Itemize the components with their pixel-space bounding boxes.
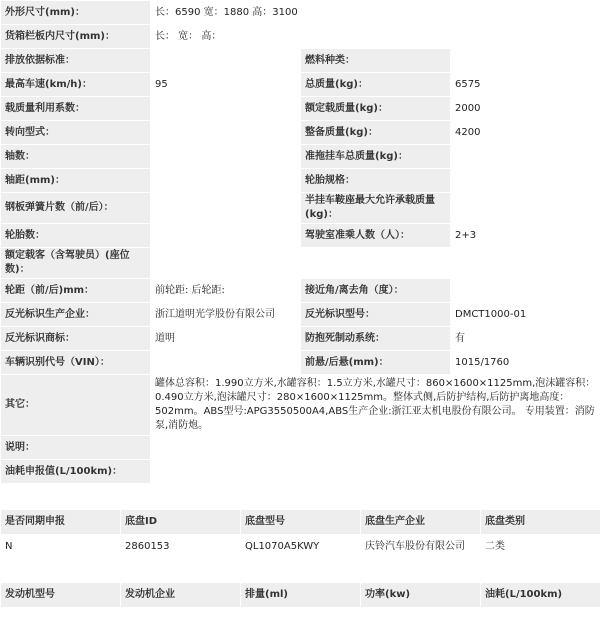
engine-fuel-value [481, 608, 600, 633]
abs-value: 有 [451, 327, 600, 351]
max-speed-label: 最高车速(km/h)： [1, 73, 151, 97]
engine-header-maker: 发动机企业 [121, 583, 241, 608]
engine-header-row [1, 583, 600, 608]
spec-row [1, 145, 600, 169]
other-label: 其它： [1, 375, 151, 436]
chassis-maker-value: 庆铃汽车股份有限公司 [361, 535, 481, 560]
section-spacer [0, 484, 600, 509]
rated-passengers-value [151, 248, 301, 279]
spec-row-dimensions [1, 1, 600, 25]
note-value [151, 436, 600, 460]
track-width-value: 前轮距: 后轮距: [151, 279, 301, 303]
load-utilization-label: 载质量利用系数： [1, 97, 151, 121]
gross-mass-value: 6575 [451, 73, 600, 97]
axle-count-value [151, 145, 301, 169]
chassis-header-category: 底盘类别 [481, 510, 600, 535]
engine-header-displacement: 排量(ml) [241, 583, 361, 608]
fuel-consumption-label: 油耗申报值(L/100km)： [1, 460, 151, 484]
tire-count-value [151, 224, 301, 248]
tire-spec-value [451, 169, 600, 193]
engine-power-value [361, 608, 481, 633]
spec-row [1, 327, 600, 351]
spec-row [1, 248, 600, 279]
curb-mass-label: 整备质量(kg)： [301, 121, 451, 145]
chassis-header-row [1, 510, 600, 535]
spec-row [1, 279, 600, 303]
vin-label: 车辆识别代号（VIN）： [1, 351, 151, 375]
spec-row-cargo-box [1, 25, 600, 49]
reflector-maker-value: 浙江道明光学股份有限公司 [151, 303, 301, 327]
chassis-model-value: QL1070A5KWY [241, 535, 361, 560]
engine-model-value [1, 608, 121, 633]
engine-maker-value [121, 608, 241, 633]
fuel-consumption-value [151, 460, 600, 484]
spec-row [1, 49, 600, 73]
chassis-header-id: 底盘ID [121, 510, 241, 535]
empty-cell [451, 248, 600, 279]
emission-standard-value [151, 49, 301, 73]
chassis-header-model: 底盘型号 [241, 510, 361, 535]
engine-displacement-value [241, 608, 361, 633]
saddle-load-label: 半挂车鞍座最大允许承载质量(kg)： [301, 193, 451, 224]
load-utilization-value [151, 97, 301, 121]
leaf-spring-value [151, 193, 301, 224]
approach-departure-value [451, 279, 600, 303]
note-label: 说明： [1, 436, 151, 460]
spec-row [1, 351, 600, 375]
spec-row-fuel [1, 460, 600, 484]
section-spacer [0, 560, 600, 582]
steering-type-value [151, 121, 301, 145]
saddle-load-value [451, 193, 600, 224]
chassis-data-row [1, 535, 600, 560]
chassis-header-sync: 是否同期申报 [1, 510, 121, 535]
engine-table [0, 582, 600, 633]
chassis-table [0, 509, 600, 560]
vin-value [151, 351, 301, 375]
trailer-mass-label: 准拖挂车总质量(kg)： [301, 145, 451, 169]
cargo-box-dimensions-value: 长： 宽： 高： [151, 25, 600, 49]
reflector-brand-value: 道明 [151, 327, 301, 351]
track-width-label: 轮距（前/后)mm： [1, 279, 151, 303]
tire-count-label: 轮胎数： [1, 224, 151, 248]
spec-row [1, 303, 600, 327]
overhang-label: 前悬/后悬(mm)： [301, 351, 451, 375]
max-speed-value: 95 [151, 73, 301, 97]
spec-row [1, 121, 600, 145]
chassis-category-value: 二类 [481, 535, 600, 560]
chassis-id-value: 2860153 [121, 535, 241, 560]
gross-mass-label: 总质量(kg)： [301, 73, 451, 97]
curb-mass-value: 4200 [451, 121, 600, 145]
empty-cell [301, 248, 451, 279]
spec-row-note [1, 436, 600, 460]
spec-row [1, 73, 600, 97]
emission-standard-label: 排放依据标准： [1, 49, 151, 73]
cargo-box-dimensions-label: 货箱栏板内尺寸(mm)： [1, 25, 151, 49]
overhang-value: 1015/1760 [451, 351, 600, 375]
reflector-maker-label: 反光标识生产企业： [1, 303, 151, 327]
other-value: 罐体总容积：1.990立方米,水罐容积：1.5立方米,水罐尺寸：860×1600×1125mm,泡沫罐容积：0.490立方米,泡沫罐尺寸：280×1600×1125mm。整体式侧,后防护结构,后防护离地高度：502mm。ABS型号:APG3550500A4,ABS生产企业:浙江亚太机电股份有限公司。 专用装置：消防泵,消防炮。 [151, 375, 600, 436]
abs-label: 防抱死制动系统： [301, 327, 451, 351]
reflector-model-value: DMCT1000-01 [451, 303, 600, 327]
approach-departure-label: 接近角/离去角（度）： [301, 279, 451, 303]
fuel-type-label: 燃料种类： [301, 49, 451, 73]
cab-capacity-value: 2+3 [451, 224, 600, 248]
overall-dimensions-value: 长：6590 宽：1880 高：3100 [151, 1, 600, 25]
overall-dimensions-label: 外形尺寸(mm)： [1, 1, 151, 25]
cab-capacity-label: 驾驶室准乘人数（人）： [301, 224, 451, 248]
wheelbase-value [151, 169, 301, 193]
tire-spec-label: 轮胎规格： [301, 169, 451, 193]
chassis-header-maker: 底盘生产企业 [361, 510, 481, 535]
spec-row [1, 224, 600, 248]
engine-header-power: 功率(kw) [361, 583, 481, 608]
reflector-model-label: 反光标识型号： [301, 303, 451, 327]
chassis-sync-value: N [1, 535, 121, 560]
spec-row-other [1, 375, 600, 436]
fuel-type-value [451, 49, 600, 73]
spec-row [1, 169, 600, 193]
engine-header-fuel: 油耗(L/100km) [481, 583, 600, 608]
spec-row [1, 193, 600, 224]
leaf-spring-label: 钢板弹簧片数（前/后）： [1, 193, 151, 224]
trailer-mass-value [451, 145, 600, 169]
wheelbase-label: 轴距(mm)： [1, 169, 151, 193]
steering-type-label: 转向型式： [1, 121, 151, 145]
reflector-brand-label: 反光标识商标： [1, 327, 151, 351]
rated-passengers-label: 额定载客（含驾驶员）(座位数)： [1, 248, 151, 279]
rated-load-value: 2000 [451, 97, 600, 121]
engine-header-model: 发动机型号 [1, 583, 121, 608]
engine-data-row [1, 608, 600, 633]
axle-count-label: 轴数： [1, 145, 151, 169]
rated-load-label: 额定载质量(kg)： [301, 97, 451, 121]
spec-row [1, 97, 600, 121]
